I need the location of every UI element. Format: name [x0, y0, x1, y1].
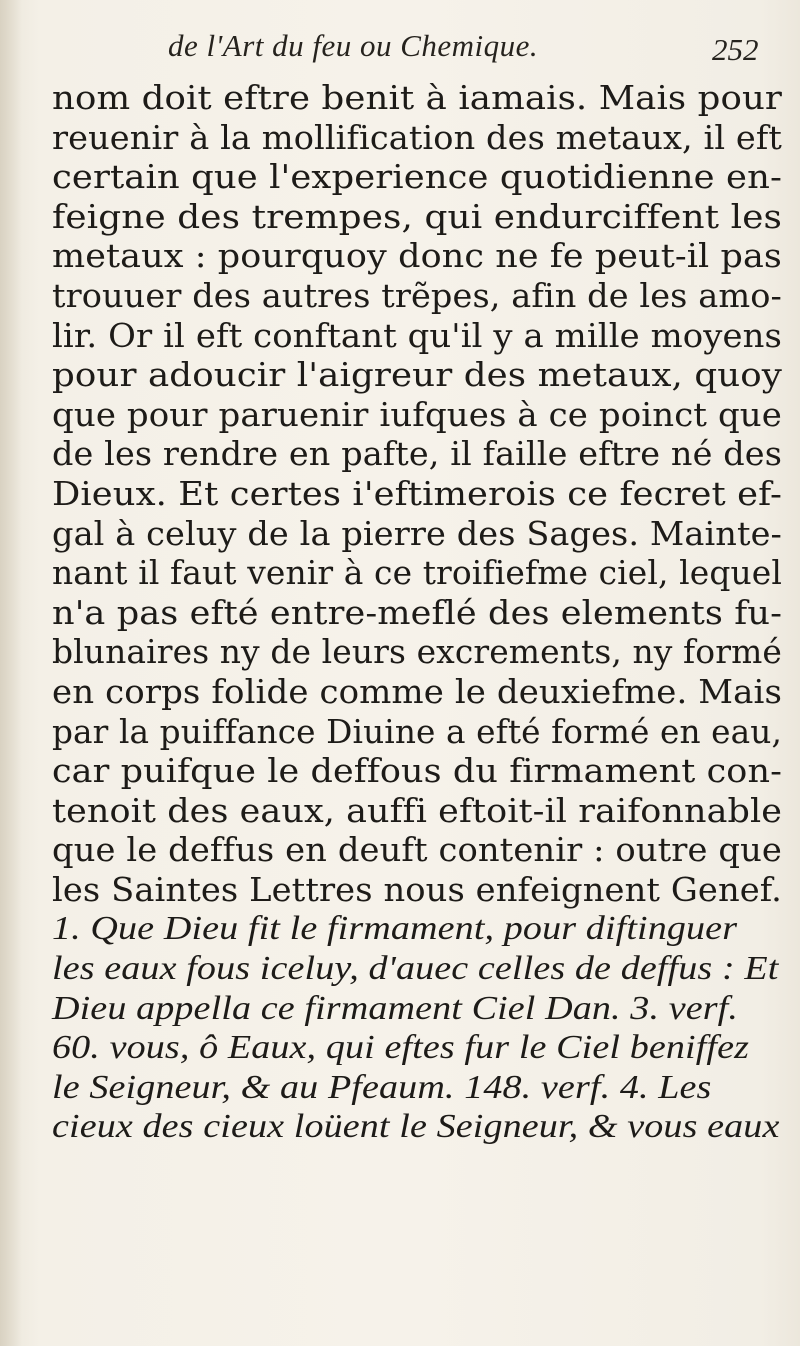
running-head: de l'Art du feu ou Chemique. [168, 28, 539, 63]
text-line: de les rendre en pafte, il faille eftre né des [52, 434, 782, 474]
text-line: certain que l'experience quotidienne en- [52, 157, 783, 197]
text-line: Dieux. Et certes i'eftimerois ce fecret ef- [52, 473, 783, 513]
page-gutter-shadow [0, 0, 22, 1346]
text-line: metaux : pourquoy donc ne fe peut-il pas [52, 236, 782, 276]
page-header [0, 0, 800, 80]
text-line: reuenir à la mollification des metaux, il eft [52, 117, 782, 157]
text-line: blunaires ny de leurs excrements, ny formé [52, 632, 782, 672]
scripture-quote-line: 60. vous, ô Eaux, qui eftes fur le Ciel beniffez [52, 1029, 750, 1067]
scripture-quote-line: les eaux fous iceluy, d'auec celles de deffus : Et [52, 950, 779, 988]
text-line: car puifque le deffous du firmament con- [52, 751, 782, 791]
text-line: gal à celuy de la pierre des Sages. Mainte- [52, 513, 782, 553]
scripture-quote-line: Dieu appella ce firmament Ciel Dan. 3. verf. [52, 989, 738, 1027]
text-line: tenoit des eaux, auffi eftoit-il raifonnable [52, 790, 783, 830]
text-line: que pour paruenir iufques à ce poinct que [52, 394, 782, 434]
scripture-quote-line: 1. Que Dieu fit le firmament, pour diftinguer [52, 910, 738, 948]
scripture-quote-line: le Seigneur, & au Pfeaum. 148. verf. 4. Les [52, 1068, 712, 1106]
text-line: que le deffus en deuft contenir : outre que [52, 830, 782, 870]
text-line: les Saintes Lettres nous enfeignent Genef. [52, 869, 782, 909]
text-line: pour adoucir l'aigreur des metaux, quoy [52, 355, 783, 395]
page-number: 252 [712, 32, 759, 67]
text-line: en corps folide comme le deuxiefme. Mais [52, 671, 783, 711]
text-line: trouuer des autres trẽpes, afin de les amo- [52, 275, 782, 315]
text-line: feigne des trempes, qui endurciffent les [52, 196, 783, 236]
text-line: par la puiffance Diuine a efté formé en eau, [52, 711, 782, 751]
body-text [52, 78, 782, 1147]
text-line: nant il faut venir à ce troifiefme ciel, lequel [52, 553, 782, 593]
text-line: n'a pas efté entre-meflé des elements fu- [52, 592, 783, 632]
scripture-quote-line: cieux des cieux loüent le Seigneur, & vous eaux [52, 1108, 780, 1146]
text-line: lir. Or il eft conftant qu'il y a mille moyens [52, 315, 782, 355]
text-line: nom doit eftre benit à iamais. Mais pour [52, 78, 783, 117]
